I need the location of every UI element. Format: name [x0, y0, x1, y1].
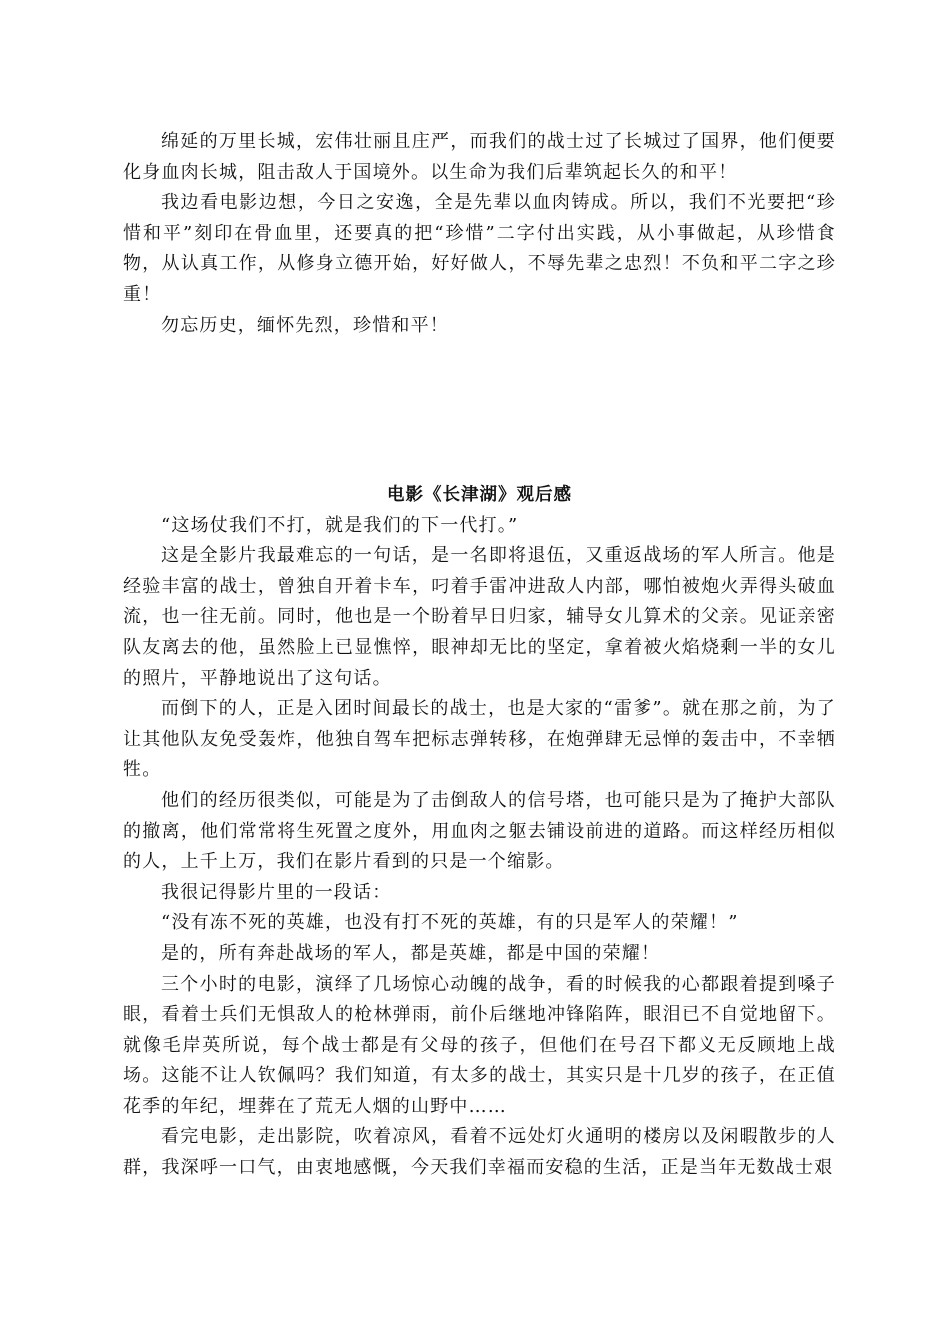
film-quote: “没有冻不死的英雄，也没有打不死的英雄，有的只是军人的荣耀！” [161, 912, 739, 934]
closing-slogan: 勿忘历史，缅怀先烈，珍惜和平！ [161, 314, 449, 336]
article [123, 480, 836, 1184]
previous-essay-ending [123, 127, 836, 341]
paragraph: 我很记得影片里的一段话： [161, 881, 392, 903]
paragraph: 这是全影片我最难忘的一句话，是一名即将退伍，又重返战场的军人所言。他是经验丰富的战士，曾独自开着卡车，叼着手雷冲进敌人内部，哪怕被炮火弄得头破血流，也一往无前。同时，他也是一个盼着早日归家，辅导女儿算术的父亲。见证亲密队友离去的他，虽然脸上已显憔悴，眼神却无比的坚定，拿着被火焰烧剩一半的女儿的照片，平静地说出了这句话。 [123, 545, 836, 689]
paragraph: 我边看电影边想，今日之安逸，全是先辈以血肉铸成。所以，我们不光要把“珍惜和平”刻印在骨血里，还要真的把“珍惜”二字付出实践，从小事做起，从珍惜食物，从认真工作，从修身立德开始，好好做人，不辱先辈之忠烈！不负和平二字之珍重！ [123, 192, 836, 305]
opening-quote: “这场仗我们不打，就是我们的下一代打。” [161, 514, 519, 536]
paragraph: 他们的经历很类似，可能是为了击倒敌人的信号塔，也可能只是为了掩护大部队的撤离，他们常常将生死置之度外，用血肉之躯去铺设前进的道路。而这样经历相似的人，上千上万，我们在影片看到的只是一个缩影。 [123, 789, 836, 873]
paragraph: 看完电影，走出影院，吹着凉风，看着不远处灯火通明的楼房以及闲暇散步的人群，我深呼一口气，由衷地感慨，今天我们幸福而安稳的生活，正是当年无数战士艰 [123, 1126, 836, 1179]
paragraph: 而倒下的人，正是入团时间最长的战士，也是大家的“雷爹”。就在那之前，为了让其他队友免受轰炸，他独自驾车把标志弹转移，在炮弹肆无忌惮的轰击中，不幸牺牲。 [123, 698, 836, 781]
paragraph: 绵延的万里长城，宏伟壮丽且庄严，而我们的战士过了长城过了国界，他们便要化身血肉长城，阻击敌人于国境外。以生命为我们后辈筑起长久的和平！ [123, 131, 836, 183]
paragraph: 是的，所有奔赴战场的军人，都是英雄，都是中国的荣耀！ [161, 942, 661, 964]
paragraph: 三个小时的电影，演绎了几场惊心动魄的战争，看的时候我的心都跟着提到嗓子眼，看着士兵们无惧敌人的枪林弹雨，前仆后继地冲锋陷阵，眼泪已不自觉地留下。就像毛岸英所说，每个战士都是有父母的孩子，但他们在号召下都义无反顾地上战场。这能不让人钦佩吗？我们知道，有太多的战士，其实只是十几岁的孩子，在正值花季的年纪，埋葬在了荒无人烟的山野中…… [123, 973, 836, 1117]
article-title: 电影《长津湖》观后感 [387, 485, 572, 505]
